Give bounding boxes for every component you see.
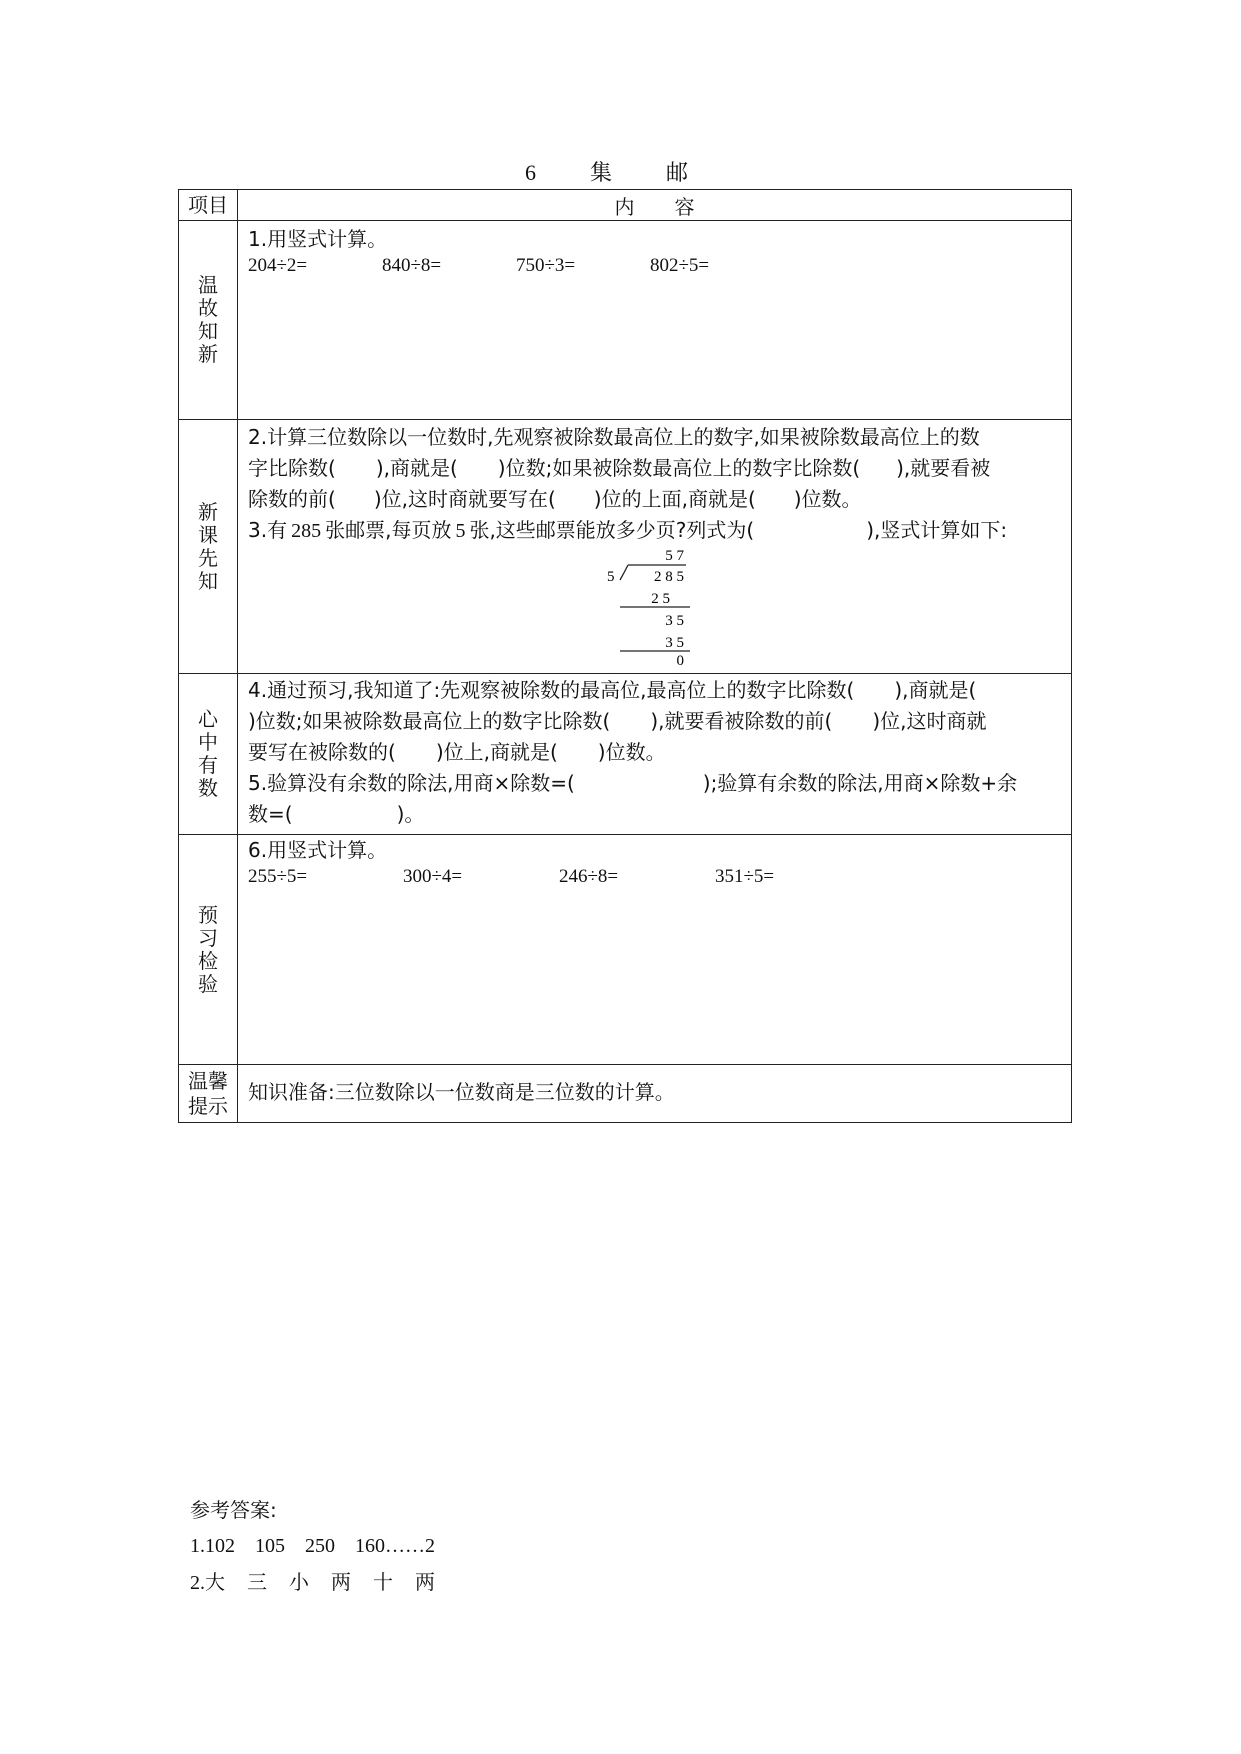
division-step-1: 2 5 bbox=[651, 591, 670, 607]
question-2-line-2: 字比除数( ),商就是( )位数;如果被除数最高位上的数字比除数( ),就要看被 bbox=[248, 456, 991, 480]
expression: 840÷8= bbox=[382, 255, 442, 276]
tip-text: 知识准备:三位数除以一位数商是三位数的计算。 bbox=[248, 1080, 675, 1104]
lesson-number: 6 bbox=[524, 160, 538, 185]
question-4-line-2: )位数;如果被除数最高位上的数字比除数( ),就要看被除数的前( )位,这时商就 bbox=[248, 709, 987, 733]
row-content bbox=[238, 1065, 1072, 1123]
title-char-1: 集 bbox=[589, 161, 614, 186]
page-title bbox=[0, 156, 1241, 187]
answer-item: 小 bbox=[289, 1570, 309, 1594]
division-bracket bbox=[620, 565, 628, 580]
question-4-line-3: 要写在被除数的( )位上,商就是( )位数。 bbox=[248, 740, 666, 764]
division-remainder: 0 bbox=[676, 653, 684, 665]
header-row bbox=[179, 190, 1072, 221]
answer-item: 大 bbox=[205, 1570, 225, 1594]
question-4-line-1: 4.通过预习,我知道了:先观察被除数的最高位,最高位上的数字比除数( ),商就是( bbox=[248, 678, 977, 702]
question-6-title: 6.用竖式计算。 bbox=[248, 838, 388, 862]
row-content bbox=[238, 420, 1072, 674]
row-preview-check bbox=[179, 835, 1072, 1065]
header-item: 项目 bbox=[179, 190, 238, 221]
expression: 300÷4= bbox=[403, 866, 463, 887]
division-dividend: 2 8 5 bbox=[654, 569, 684, 585]
row-new-lesson bbox=[179, 420, 1072, 674]
expression: 204÷2= bbox=[248, 255, 308, 276]
question-1-title: 1.用竖式计算。 bbox=[248, 227, 388, 251]
title-char-2: 邮 bbox=[666, 161, 691, 186]
answer-item: 十 bbox=[373, 1570, 393, 1594]
row-label: 温馨提示 bbox=[179, 1065, 238, 1123]
question-5-line-2: 数=( )。 bbox=[248, 802, 425, 826]
long-division-diagram bbox=[598, 545, 718, 665]
row-label: 预习检验 bbox=[179, 835, 238, 1065]
division-step-3: 3 5 bbox=[665, 635, 684, 651]
row-content bbox=[238, 674, 1072, 835]
row-label: 温故知新 bbox=[179, 221, 238, 420]
row-content bbox=[238, 835, 1072, 1065]
expression: 802÷5= bbox=[650, 255, 710, 276]
row-label: 新课先知 bbox=[179, 420, 238, 674]
row-tip bbox=[179, 1065, 1072, 1123]
row-label: 心中有数 bbox=[179, 674, 238, 835]
expression: 351÷5= bbox=[715, 866, 775, 887]
row-review bbox=[179, 221, 1072, 420]
expression: 246÷8= bbox=[559, 866, 619, 887]
answer-line-2: 2.大 三 小 两 十 两 bbox=[190, 1570, 435, 1594]
question-3: 3.有 285 张邮票,每页放 5 张,这些邮票能放多少页?列式为( ),竖式计算如下: bbox=[248, 518, 1008, 542]
row-content bbox=[238, 221, 1072, 420]
division-quotient: 5 7 bbox=[665, 548, 684, 564]
expression: 255÷5= bbox=[248, 866, 308, 887]
division-step-2: 3 5 bbox=[665, 613, 684, 629]
worksheet-table bbox=[178, 189, 1072, 1123]
answer-section bbox=[190, 1492, 435, 1601]
answer-item: 两 bbox=[415, 1570, 435, 1594]
question-2-line-3: 除数的前( )位,这时商就要写在( )位的上面,商就是( )位数。 bbox=[248, 487, 862, 511]
header-content: 内 容 bbox=[238, 190, 1072, 221]
expression: 750÷3= bbox=[516, 255, 576, 276]
division-divisor: 5 bbox=[607, 569, 615, 585]
question-6-expressions bbox=[248, 864, 1061, 890]
answer-item: 三 bbox=[247, 1570, 267, 1594]
question-1-expressions bbox=[248, 253, 1061, 279]
question-5-line-1: 5.验算没有余数的除法,用商×除数=( );验算有余数的除法,用商×除数+余 bbox=[248, 771, 1018, 795]
answer-heading: 参考答案: bbox=[190, 1498, 277, 1522]
question-2-line-1: 2.计算三位数除以一位数时,先观察被除数最高位上的数字,如果被除数最高位上的数 bbox=[248, 425, 980, 449]
row-summary bbox=[179, 674, 1072, 835]
answer-item: 两 bbox=[331, 1570, 351, 1594]
answer-line-1: 1.102 105 250 160……2 bbox=[190, 1535, 435, 1557]
